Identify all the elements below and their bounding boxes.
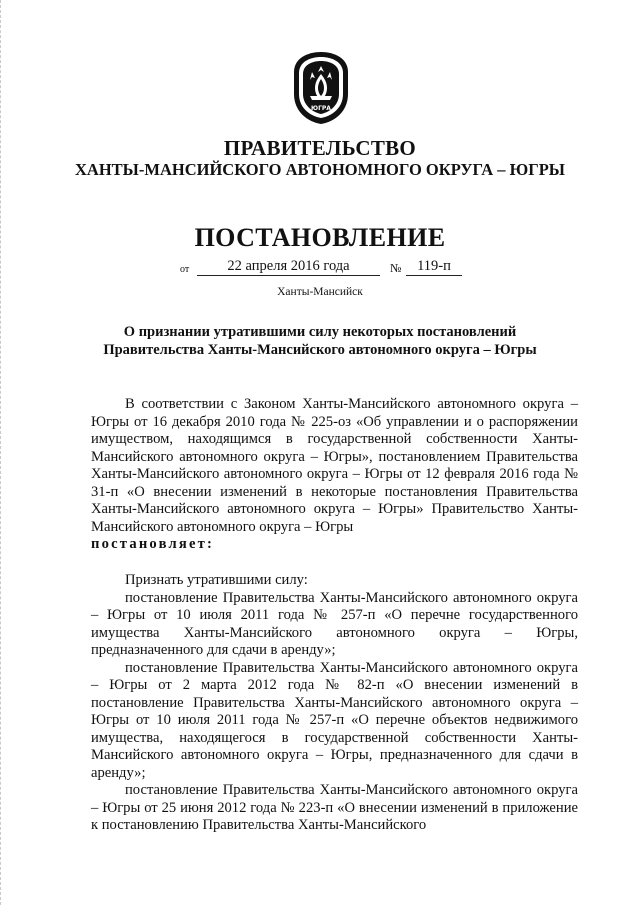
preamble-paragraph: В соответствии с Законом Ханты-Мансийского автономного округа – Югры от 16 декабря 2010 года № 225-оз «Об управлении и о распоряжении имуществом, находящимся в государственной собственности Ханты-Мансийского автономного округа – Югры», постановлением Правительства Ханты-Мансийского автономного округа – Югры от 12 февраля 2016 года № 31-п «О внесении изменений в некоторые постановления Правительства Ханты-Мансийского автономного округа – Югры» Правительство Ханты-Мансийского автономного округа – Югры [91, 396, 578, 535]
emblem-text: ЮГРА [311, 105, 331, 112]
list-item: постановление Правительства Ханты-Мансийского автономного округа – Югры от 25 июня 2012 года № 223-п «О внесении изменений в приложение к постановлению Правительства Ханты-Мансийского [91, 782, 578, 833]
document-number: 119-п [406, 258, 462, 276]
document-date: 22 апреля 2016 года [197, 258, 380, 276]
list-item: постановление Правительства Ханты-Мансийского автономного округа – Югры от 10 июля 2011 года № 257-п «О перечне государственного имущества Ханты-Мансийского автономного округа – Югры, предназначенного для сдачи в аренду»; [91, 589, 578, 658]
document-subject [0, 323, 640, 359]
region-title: ХАНТЫ-МАНСИЙСКОГО АВТОНОМНОГО ОКРУГА – ЮГРЫ [75, 160, 565, 179]
resolves-keyword: постановляет: [91, 536, 215, 552]
resolution-block [91, 572, 578, 835]
subject-line-1: О признании утратившими силу некоторых постановлений [123, 324, 517, 340]
subject-line-2: Правительства Ханты-Мансийского автономного округа – Югры [103, 342, 537, 358]
document-type-heading: ПОСТАНОВЛЕНИЕ [194, 223, 446, 252]
government-title: ПРАВИТЕЛЬСТВО [223, 136, 417, 160]
date-number-line [180, 257, 480, 277]
coat-of-arms-emblem [290, 50, 352, 126]
number-prefix: № [390, 261, 402, 275]
document-city: Ханты-Мансийск [277, 286, 363, 298]
list-item: постановление Правительства Ханты-Мансийского автономного округа – Югры от 2 марта 2012 года № 82-п «О внесении изменений в постановление Правительства Ханты-Мансийского автономного округа – Югры от 10 июля 2011 года № 257-п «О перечне объектов недвижимого имущества, находящегося в государственной собственности Ханты-Мансийского автономного округа – Югры, предназначенного для сдачи в аренду»; [91, 659, 578, 781]
list-intro: Признать утратившими силу: [125, 572, 308, 588]
date-prefix: от [180, 264, 190, 275]
preamble-block [91, 396, 578, 554]
